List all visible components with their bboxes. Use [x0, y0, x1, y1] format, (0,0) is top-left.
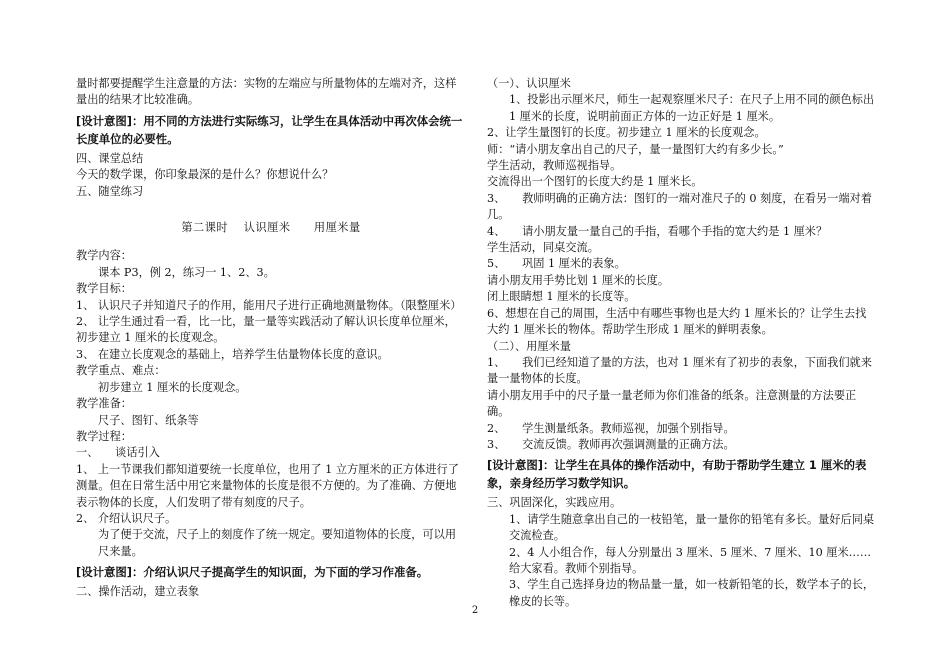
list-item: 1、 我们已经知道了量的方法，也对 1 厘米有了初步的表象，下面我们就来量一量物体的长度。 [487, 355, 872, 386]
paragraph: 师：“请小朋友拿出自己的尺子，量一量图钉大约有多少长。” [487, 142, 784, 156]
list-item: 2、4 人小组合作，每人分别量出 3 厘米、5 厘米、7 厘米、10 厘米……给大家看。教师个别指导。 [509, 545, 872, 575]
list-item: 3、学生自己选择身边的物品量一量，如一枝新铅笔的长，数学本子的长，橡皮的长等。 [509, 578, 875, 608]
label: 教学内容： [76, 249, 132, 263]
list-item: 1、投影出示厘米尺，师生一起观察厘米尺子：在尺子上用不同的颜色标出 1 厘米的长度，说明前面正方体的一边正好是 1 厘米。 [509, 93, 875, 123]
label: 教学过程： [76, 429, 132, 443]
paragraph: 量时都要提醒学生注意量的方法：实物的左端应与所量物体的左端对齐，这样量出的结果才比较准确。 [76, 77, 457, 107]
section-heading: 一、 谈话引入 [76, 446, 160, 460]
paragraph: 初步建立 1 厘米的长度观念。 [98, 380, 247, 394]
paragraph: 闭上眼睛想 1 厘米的长度等。 [487, 290, 636, 304]
list-item: 2、让学生量图钉的长度。初步建立 1 厘米的长度观念。 [487, 126, 766, 140]
label: 教学准备： [76, 397, 132, 411]
section-heading: 五、随堂练习 [76, 184, 144, 198]
paragraph: 今天的数学课，你印象最深的是什么？你想说什么？ [76, 168, 334, 182]
list-item: 4、 请小朋友量一量自己的手指，看哪个手指的宽大约是 1 厘米？ [487, 224, 828, 238]
list-item: 3、 教师明确的正确方法：图钉的一端对准尺子的 0 刻度，在看另一端对着几。 [487, 191, 872, 222]
section-heading: （一）、认识厘米 [487, 77, 571, 90]
list-item: 1、 认识尺子并知道尺子的作用，能用尺子进行正确地测量物体。（限整厘米） [76, 298, 462, 312]
label: 教学重点、难点： [76, 364, 166, 378]
page-number: 2 [471, 605, 479, 616]
paragraph: 请小朋友用手势比划 1 厘米的长度。 [487, 273, 670, 287]
section-heading: 二、操作活动，建立表象 [76, 585, 200, 599]
list-item: 2、 介绍认识尺子。 [76, 511, 177, 525]
paragraph: 学生活动，同桌交流。 [487, 241, 599, 255]
design-intent: [设计意图]：介绍认识尺子提高学生的知识面，为下面的学习作准备。 [76, 565, 429, 580]
section-heading: 三、巩固深化，实践应用。 [487, 496, 622, 510]
paragraph: 为了便于交流，尺子上的刻度作了统一规定。要知道物体的长度，可以用尺来量。 [98, 528, 457, 558]
paragraph: 课本 P3，例 2，练习一 1、2、3。 [98, 265, 275, 279]
list-item: 1、请学生随意拿出自己的一枝铅笔，量一量你的铅笔有多长。量好后同桌交流检查。 [509, 512, 875, 543]
paragraph: 学生活动，教师巡视指导。 [487, 159, 622, 173]
label: 教学目标： [76, 282, 132, 296]
section-heading: 四、课堂总结 [76, 151, 144, 165]
list-item: 2、 让学生通过看一看，比一比，量一量等实践活动了解认识长度单位厘米，初步建立 1 厘米的长度观念。 [76, 315, 456, 345]
list-item: 5、 巩固 1 厘米的表象。 [487, 257, 626, 271]
lesson-title: 第二课时 认识厘米 用厘米量 [181, 221, 361, 235]
left-column [76, 76, 466, 601]
paragraph: 请小朋友用手中的尺子量一量老师为你们准备的纸条。注意测量的方法要正确。 [487, 388, 857, 419]
list-item: 1、 上一节课我们都知道要统一长度单位，也用了 1 立方厘米的正方体进行了测量。但在日常生活中用它来量物体的长度是很不方便的。为了准确、方便地表示物体的长度，人们发明了带有刻度的尺子。 [76, 462, 459, 509]
design-intent: [设计意图]：用不同的方法进行实际练习，让学生在具体活动中再次体会统一长度单位的必要性。 [76, 113, 463, 146]
paragraph: 尺子、图钉、纸条等 [98, 413, 199, 427]
section-heading: （二）、用厘米量 [487, 339, 571, 353]
list-item: 6、想想在自己的周围，生活中有哪些事物也是大约 1 厘米长的？让学生去找大约 1 厘米长的物体。帮助学生形成 1 厘米的鲜明表象。 [487, 306, 867, 337]
list-item: 2、 学生测量纸条。教师巡视，加强个别指导。 [487, 421, 735, 435]
list-item: 3、 在建立长度观念的基础上，培养学生估量物体长度的意识。 [76, 347, 389, 361]
design-intent: [设计意图]：让学生在具体的操作活动中，有助于帮助学生建立 1 厘米的表象，亲身经历学习数学知识。 [487, 458, 867, 491]
list-item: 3、 交流反馈。教师再次强调测量的正确方法。 [487, 437, 735, 451]
right-column [487, 76, 875, 610]
paragraph: 交流得出一个图钉的长度大约是 1 厘米长。 [487, 175, 703, 189]
